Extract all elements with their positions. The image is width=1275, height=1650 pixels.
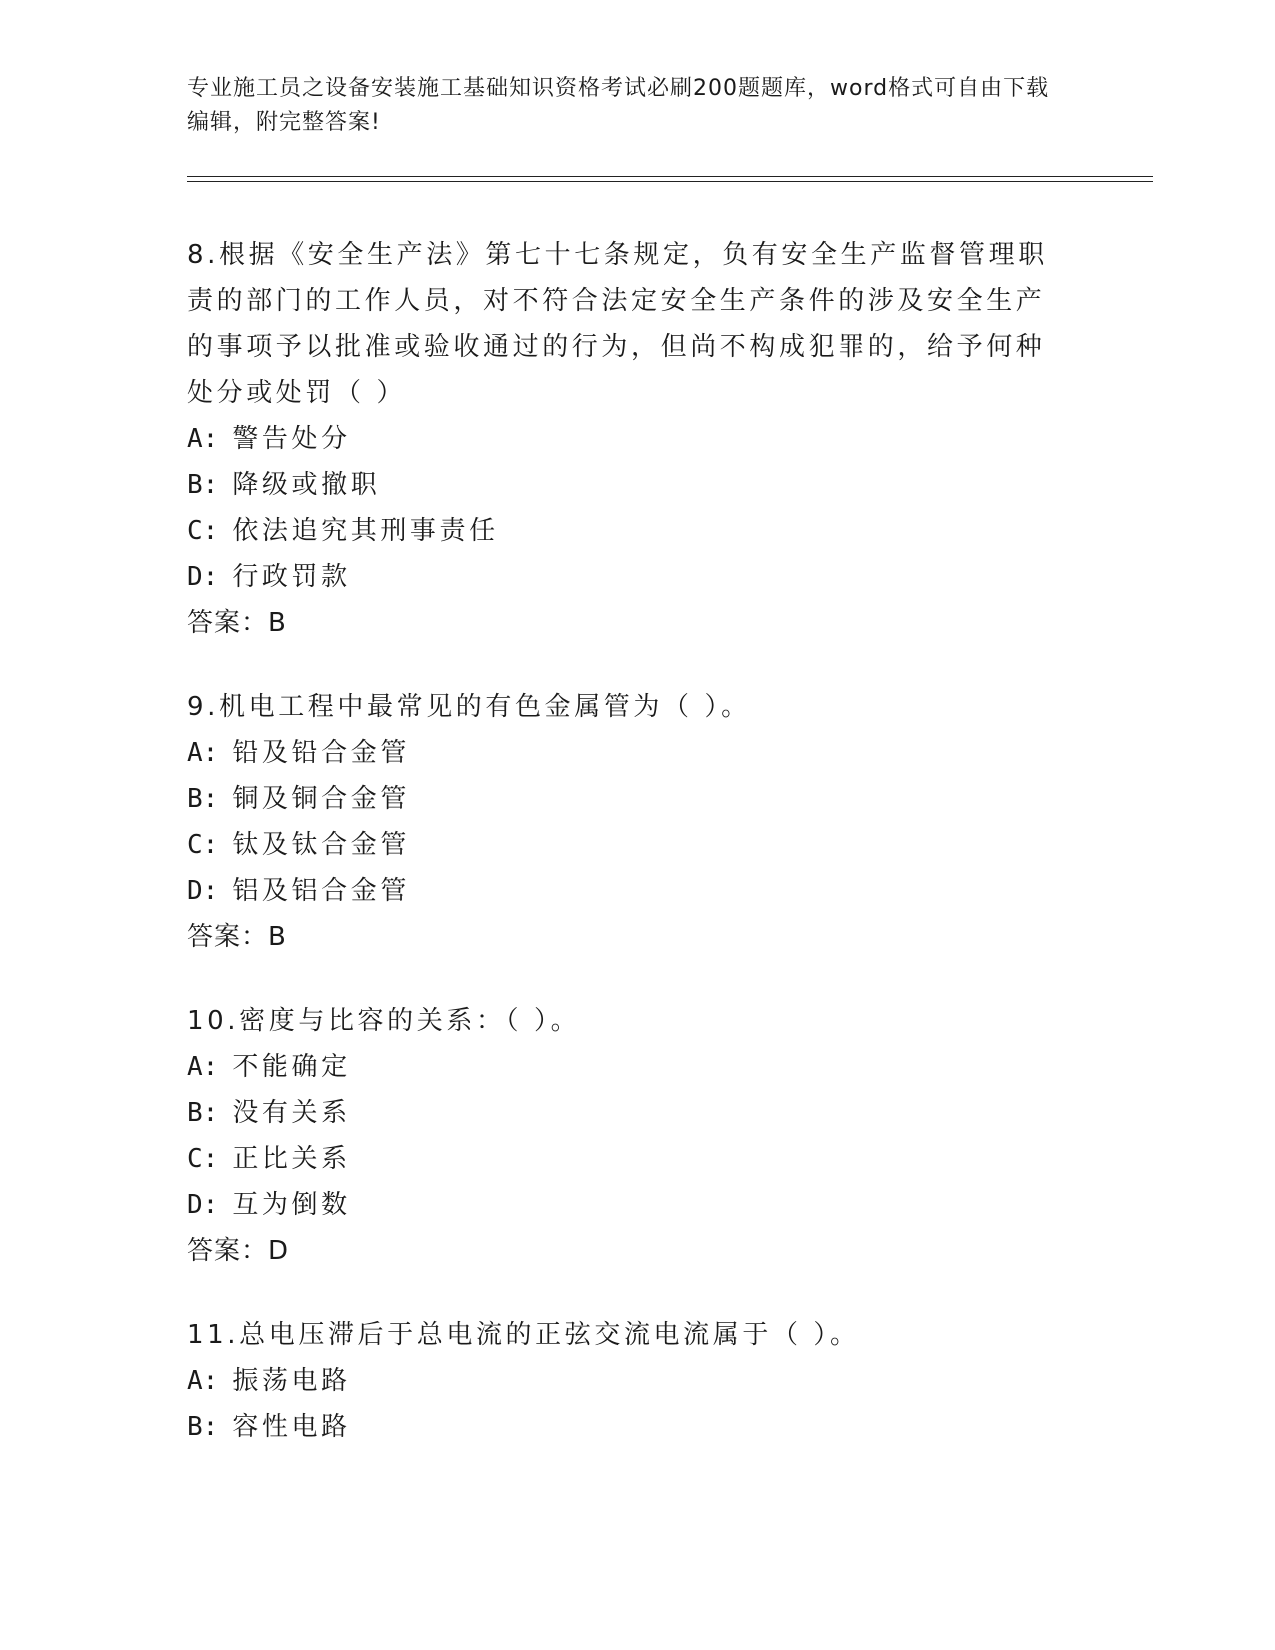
option-text: 行政罚款 <box>232 562 351 592</box>
option-label: B: <box>187 1412 219 1442</box>
option-label: D: <box>187 876 219 906</box>
option-text: 不能确定 <box>232 1052 351 1082</box>
option-text: 钛及钛合金管 <box>232 830 410 860</box>
option-label: B: <box>187 470 219 500</box>
question-10 <box>187 998 1067 1274</box>
question-stem: 8.根据《安全生产法》第七十七条规定，负有安全生产监督管理职责的部门的工作人员，对不符合法定安全生产条件的涉及安全生产的事项予以批准或验收通过的行为，但尚不构成犯罪的，给予何种处分或处罚（ ） <box>187 240 1048 408</box>
option-text: 铜及铜合金管 <box>232 784 410 814</box>
question-stem: 11.总电压滞后于总电流的正弦交流电流属于（ ）。 <box>187 1320 860 1350</box>
header-divider-bottom <box>187 181 1153 182</box>
option-text: 容性电路 <box>232 1412 351 1442</box>
option-text: 警告处分 <box>232 424 351 454</box>
option-b <box>187 1404 1067 1450</box>
option-text: 没有关系 <box>232 1098 351 1128</box>
question-stem: 10.密度与比容的关系：（ ）。 <box>187 1006 581 1036</box>
option-label: D: <box>187 562 219 592</box>
option-text: 降级或撤职 <box>232 470 381 500</box>
option-label: A: <box>187 738 219 768</box>
answer: 答案：B <box>187 608 287 638</box>
option-label: A: <box>187 424 219 454</box>
question-9 <box>187 684 1067 960</box>
option-label: A: <box>187 1366 219 1396</box>
option-text: 互为倒数 <box>232 1190 351 1220</box>
option-label: D: <box>187 1190 219 1220</box>
option-d <box>187 868 1067 914</box>
question-8 <box>187 232 1067 646</box>
option-text: 依法追究其刑事责任 <box>232 516 499 546</box>
document-header: 专业施工员之设备安装施工基础知识资格考试必刷200题题库，word格式可自由下载编辑，附完整答案! <box>187 76 1050 135</box>
option-text: 振荡电路 <box>232 1366 351 1396</box>
option-a <box>187 1358 1067 1404</box>
question-11 <box>187 1312 1067 1450</box>
answer: 答案：B <box>187 922 287 952</box>
option-label: B: <box>187 1098 219 1128</box>
option-label: C: <box>187 830 219 860</box>
header-divider-top <box>187 176 1153 177</box>
question-list <box>187 232 1067 1488</box>
option-c <box>187 822 1067 868</box>
option-b <box>187 462 1067 508</box>
option-b <box>187 1090 1067 1136</box>
answer: 答案：D <box>187 1236 290 1266</box>
option-text: 铝及铝合金管 <box>232 876 410 906</box>
option-text: 正比关系 <box>232 1144 351 1174</box>
option-label: B: <box>187 784 219 814</box>
option-c <box>187 1136 1067 1182</box>
option-label: C: <box>187 1144 219 1174</box>
option-c <box>187 508 1067 554</box>
option-label: C: <box>187 516 219 546</box>
option-d <box>187 1182 1067 1228</box>
option-b <box>187 776 1067 822</box>
option-a <box>187 1044 1067 1090</box>
option-a <box>187 730 1067 776</box>
option-a <box>187 416 1067 462</box>
option-d <box>187 554 1067 600</box>
option-text: 铅及铅合金管 <box>232 738 410 768</box>
option-label: A: <box>187 1052 219 1082</box>
question-stem: 9.机电工程中最常见的有色金属管为（ ）。 <box>187 692 751 722</box>
